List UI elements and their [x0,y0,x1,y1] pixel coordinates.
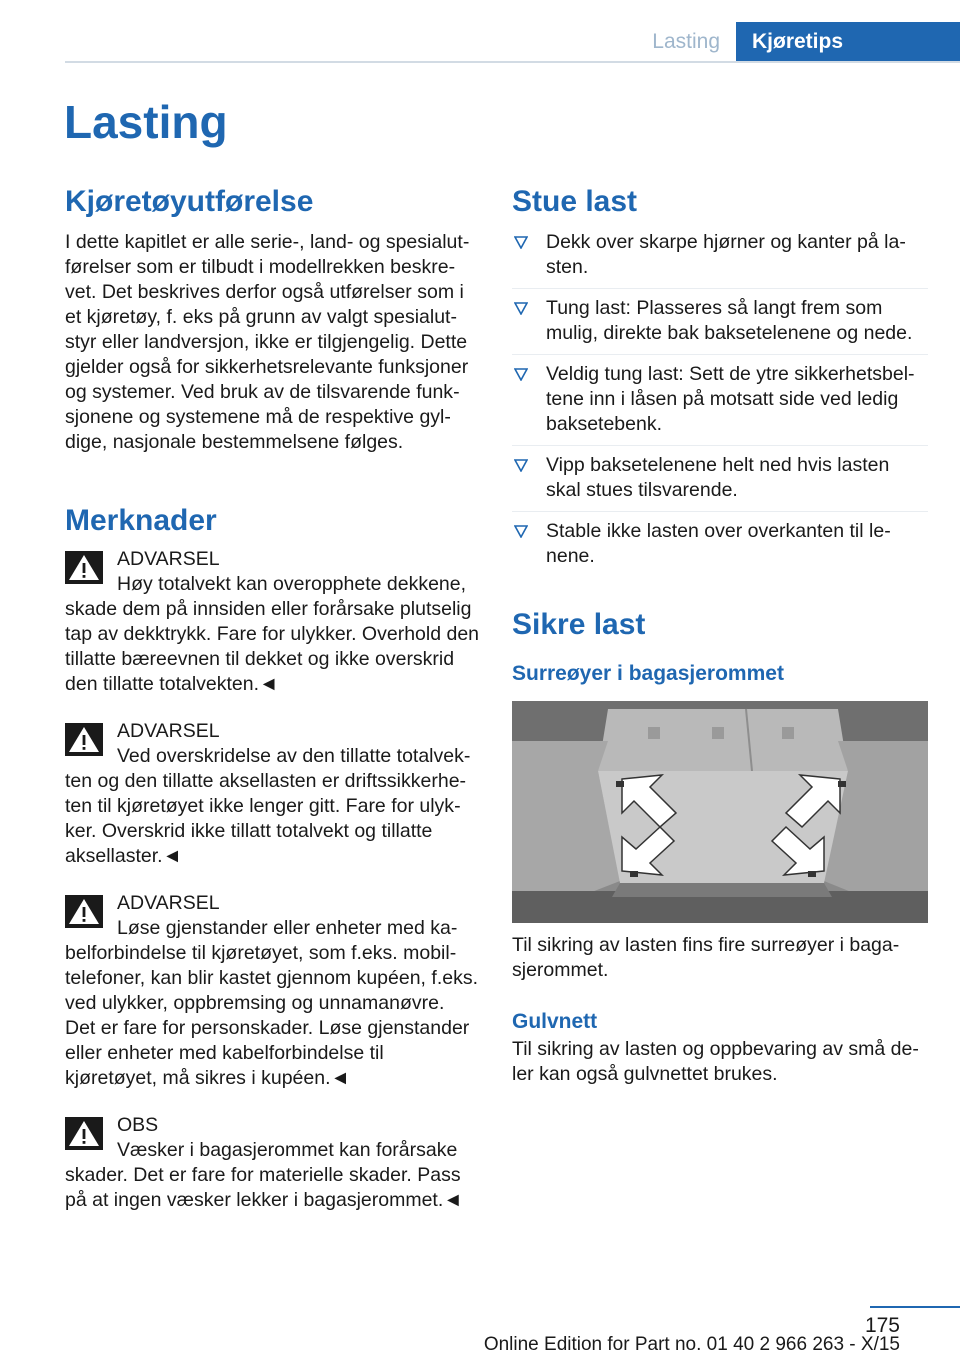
page-header [0,0,960,62]
warning-block [65,547,480,697]
list-item [512,296,928,355]
warning-text: Løse gjenstander eller enheter med kabelforbindelse til kjøretøyet, som f.eks. mobiltelefoner, kan blir kastet gjennom kupéen, f.eks. ved ulykker, oppbremsing og unnamanøvre. Det er fare for personskader. Løse gjenstander eller enheter med kabelforbindelse til kjøretøyet, må sikres i kupéen.◄ [65,917,478,1089]
tie-downs-body: Til sikring av lasten fins fire surreøyer i bagasjerommet. [512,934,900,981]
luggage-compartment-illustration [512,701,928,923]
header-tab-chapter[interactable]: Kjøretips [736,22,960,62]
left-column [65,180,480,1213]
warning-label: ADVARSEL [117,548,220,570]
list-item-text: Vipp baksetelenene helt ned hvis lasten skal stues tilsvarende. [546,454,890,501]
header-rule [65,61,960,63]
section-heading-stowing: Stue last [512,185,638,218]
page-title: Lasting [64,96,228,148]
list-item [512,230,928,289]
triangle-bullet-icon [514,368,528,381]
header-tab-section[interactable]: Lasting [652,30,720,53]
caution-text: Væsker i bagasjerommet kan forårsake skader. Det er fare for materielle skader. Pass på at ingen væsker lekker i bagasjerommet.◄ [65,1139,463,1211]
warning-text: Høy totalvekt kan overopphete dekkene, skade dem på innsiden eller forårsake plutselig tap av dekktrykk. Fare for ulykker. Overhold den tillatte bæreevnen til dekket og ikke overskrid den tillatte totalvekten.◄ [65,573,480,695]
section-heading-securing: Sikre last [512,608,646,641]
floor-net-body: Til sikring av lasten og oppbevaring av små deler kan også gulvnettet brukes. [512,1038,919,1085]
right-column [512,180,928,1087]
warning-text: Ved overskridelse av den tillatte totalvekten og den tillatte aksellasten er driftssikkerheten til kjøretøyet ikke lenger gitt. Fare for ulykker. Overskrid ikke tillatt totalvekt og tillatte aksellaster.◄ [65,745,471,867]
warning-label: ADVARSEL [117,892,220,914]
caution-label: OBS [117,1114,159,1136]
warning-label: ADVARSEL [117,720,220,742]
list-item [512,362,928,446]
section-heading-notes: Merknader [65,504,217,537]
warning-block [65,891,480,1091]
list-item [512,453,928,512]
stowing-list [512,230,928,577]
section-body-vehicle-version: I dette kapitlet er alle serie-, land- og spesialutførelser som er tilbudt i modellrekken beskrevet. Det beskrives derfor også utførelser som i et kjøretøy, f. eks på grunn av valgt spesialutstyr eller landversjon, ikke er tilgjengelig. Dette gjelder også for sikkerhetsrelevante funksjoner og systemer. Ved bruk av de tilsvarende funksjonene og systemene må de respektive gyldige, nasjonale bestemmelsene følges. [65,231,470,453]
caution-block [65,1113,480,1213]
list-item-text: Tung last: Plasseres så langt frem som mulig, direkte bak baksetelenene og nede. [546,297,913,344]
triangle-bullet-icon [514,236,528,249]
page-number: 175 [864,1314,900,1337]
luggage-compartment-image [512,701,928,923]
list-item [512,519,928,577]
list-item-text: Stable ikke lasten over overkanten til lenene. [546,520,891,567]
triangle-bullet-icon [514,302,528,315]
warning-triangle-icon [65,723,103,756]
warning-block [65,719,480,869]
subheading-floor-net: Gulvnett [512,1010,598,1033]
list-item-text: Veldig tung last: Sett de ytre sikkerhetsbeltene inn i låsen på motsatt side ved ledig baksetebenk. [546,363,915,435]
subheading-tie-downs: Surreøyer i bagasjerommet [512,662,784,685]
footer-edition: Online Edition for Part no. 01 40 2 966 263 - X/15 [483,1334,900,1355]
triangle-bullet-icon [514,525,528,538]
warning-triangle-icon [65,1117,103,1150]
triangle-bullet-icon [514,459,528,472]
footer-rule [870,1306,960,1308]
section-heading-vehicle-version: Kjøretøyutførelse [65,185,314,218]
warning-triangle-icon [65,551,103,584]
list-item-text: Dekk over skarpe hjørner og kanter på lasten. [546,231,906,278]
warning-triangle-icon [65,895,103,928]
